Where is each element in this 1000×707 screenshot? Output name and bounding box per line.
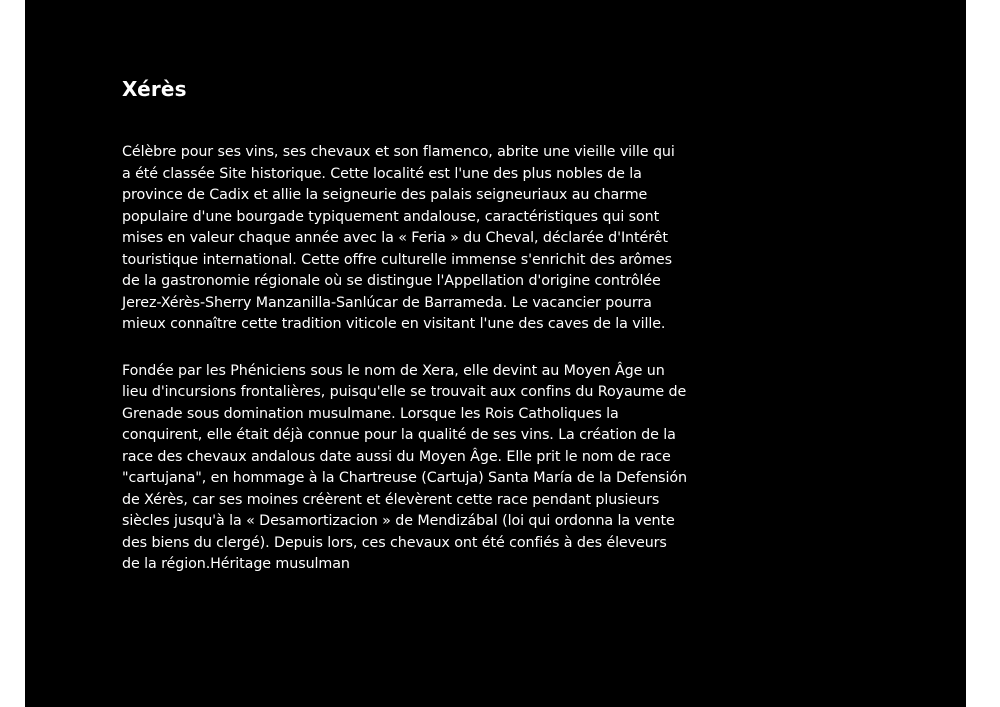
page-title: Xérès <box>122 77 187 101</box>
document-content <box>122 74 687 576</box>
paragraph-intro: Célèbre pour ses vins, ses chevaux et son flamenco, abrite une vieille ville qui a été classée Site historique. Cette localité est l'une des plus nobles de la province de Cadix et allie la seigneurie des palais seigneuriaux au charme populaire d'une bourgade typiquement andalouse, caractéristiques qui sont mises en valeur chaque année avec la « Feria » du Cheval, déclarée d'Intérêt touristique international. Cette offre culturelle immense s'enrichit des arômes de la gastronomie régionale où se distingue l'Appellation d'origine contrôlée Jerez-Xérès-Sherry Manzanilla-Sanlúcar de Barrameda. Le vacancier pourra mieux connaître cette tradition viticole en visitant l'une des caves de la ville. <box>122 144 675 332</box>
paragraph-history: Fondée par les Phéniciens sous le nom de Xera, elle devint au Moyen Âge un lieu d'incursions frontalières, puisqu'elle se trouvait aux confins du Royaume de Grenade sous domination musulmane. Lorsque les Rois Catholiques la conquirent, elle était déjà connue pour la qualité de ses vins. La création de la race des chevaux andalous date aussi du Moyen Âge. Elle prit le nom de race "cartujana", en hommage à la Chartreuse (Cartuja) Santa María de la Defensión de Xérès, car ses moines créèrent et élevèrent cette race pendant plusieurs siècles jusqu'à la « Desamortizacion » de Mendizábal (loi qui ordonna la vente des biens du clergé). Depuis lors, ces chevaux ont été confiés à des éleveurs de la région.Héritage musulman <box>122 362 687 572</box>
document-page <box>25 0 966 707</box>
